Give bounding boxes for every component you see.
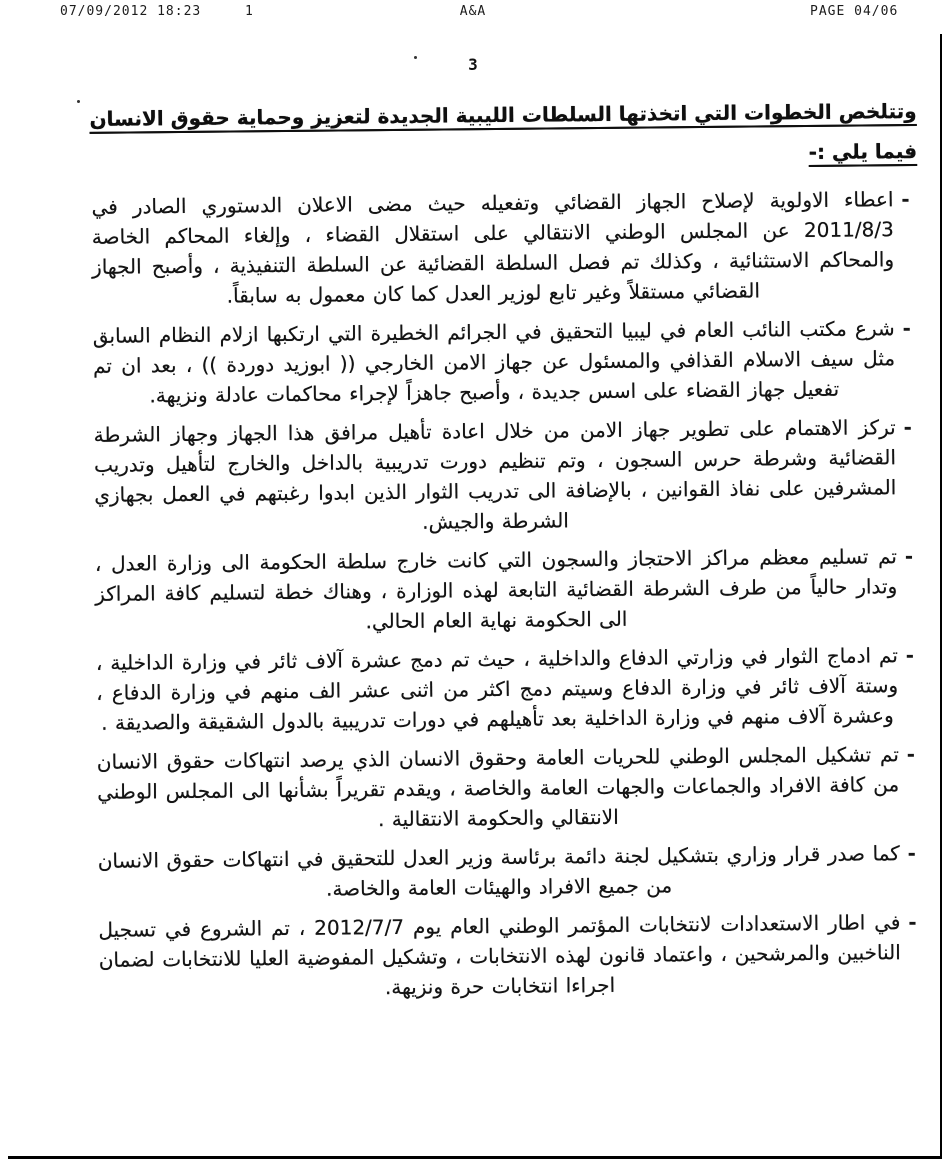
list-item: [91, 184, 918, 312]
bullet-text: في اطار الاستعدادات لانتخابات المؤتمر الوطني العام يوم 2012/7/7 ، تم الشروع في تسجيل الناخبين والمرشحين ، واعتماد قانون لهذه الانتخابات ، وتشكيل المفوضية العليا للانتخابات لضمان اجراءا انتخابات حرة ونزيهة.: [98, 910, 901, 1000]
list-item: [98, 907, 925, 1005]
bullet-text: شرع مكتب النائب العام في ليبيا التحقيق في الجرائم الخطيرة التي ارتكبها ازلام النظام السابق مثل سيف الاسلام القذافي والمسئول عن جهاز الامن الخارجي (( ابوزيد دوردة )) ، بعد ان تم تفعيل جهاز القضاء على اسس جديدة ، وأصبح جاهزاً لإجراء محاكمات عادلة ونزيهة.: [92, 316, 896, 408]
document-title: وتتلخص الخطوات التي اتخذتها السلطات الليبية الجديدة لتعزيز وحماية حقوق الانسان: [89, 98, 917, 131]
fax-timestamp: 07/09/2012 18:23: [60, 4, 202, 19]
fax-header: [0, 4, 946, 22]
bullet-text: تركز الاهتمام على تطوير جهاز الامن من خلال اعادة تأهيل مرافق هذا الجهاز وجهاز الشرطة القضائية وشرطة حرس السجون ، وتم تنظيم دورت تدريبية بالداخل والخارج لتأهيل وتدريب المشرفين على نفاذ القوانين ، بالإضافة الى تدريب الثوار الذين ابدوا رغبتهم في العمل بجهازي الشرطة والجيش.: [93, 415, 897, 534]
bullet-dash-icon: -: [907, 840, 917, 866]
scan-edge-line-right: [940, 34, 942, 1158]
page-number: 3: [468, 55, 478, 74]
list-item: [93, 313, 920, 411]
bullet-text: تم ادماج الثوار في وزارتي الدفاع والداخلية ، حيث تم دمج عشرة آلاف ثائر في وزارة الداخلية ، وستة آلاف ثائر في وزارة الدفاع وسيتم دمج اكثر من اثنى عشر الف منهم في وزارة الدفاع ، وعشرة آلاف منهم في وزارة الداخلية بعد تأهيلهم في دورات تدريبية بالدول الشقيقة والصديقة .: [95, 643, 899, 735]
bullet-text: كما صدر قرار وزاري بتشكيل لجنة دائمة برئاسة وزير العدل للتحقيق في انتهاكات حقوق الانسان من جميع الافراد والهيئات العامة والخاصة.: [97, 841, 900, 901]
document-title-continuation: فيما يلي :-: [808, 138, 918, 164]
bullet-dash-icon: -: [901, 187, 910, 212]
scan-speck: [414, 56, 417, 59]
fax-line-id: 1: [245, 4, 254, 19]
list-item: [96, 640, 923, 738]
bullet-dash-icon: -: [903, 415, 912, 440]
bullet-list: [69, 184, 925, 1005]
bullet-text: تم تشكيل المجلس الوطني للحريات العامة وحقوق الانسان الذي يرصد انتهاكات حقوق الانسان من كافة الافراد والجماعات والجهات العامة والخاصة ، ويقدم تقريراً بشأنها الى المجلس الوطني الانتقالي والحكومة الانتقالية .: [96, 742, 900, 832]
document-body: [69, 94, 926, 1014]
list-item: [97, 739, 924, 837]
list-item: [98, 838, 925, 906]
bullet-dash-icon: -: [905, 642, 915, 668]
bullet-dash-icon: -: [906, 741, 916, 767]
list-item: [95, 541, 922, 639]
fax-page-label: PAGE 04/06: [810, 4, 899, 19]
list-item: [94, 412, 921, 540]
scan-speck: [77, 100, 80, 103]
bullet-dash-icon: -: [904, 544, 914, 569]
bullet-text: اعطاء الاولوية لإصلاح الجهاز القضائي وتفعيله حيث مضى الاعلان الدستوري الصادر في 2011/8/3 عن المجلس الوطني الانتقالي على استقلال القضاء ، وإلغاء المحاكم الخاصة والمحاكم الاستثنائية ، وكذلك تم فصل السلطة القضائية عن السلطة التنفيذية ، وأصبح الجهاز القضائي مستقلاً وغير تابع لوزير العدل كما كان معمول به سابقاً.: [91, 187, 895, 308]
scan-edge-line-bottom: [8, 1156, 942, 1159]
fax-station-name: A&A: [459, 4, 487, 19]
bullet-dash-icon: -: [908, 909, 917, 935]
bullet-dash-icon: -: [902, 316, 911, 341]
bullet-text: تم تسليم معظم مراكز الاحتجاز والسجون التي كانت خارج سلطة الحكومة الى وزارة العدل ، وتدار حالياً من طرف الشرطة القضائية التابعة لهذه الوزارة ، وهناك خطة لتسليم كافة المراكز الى الحكومة نهاية العام الحالي.: [94, 544, 898, 634]
